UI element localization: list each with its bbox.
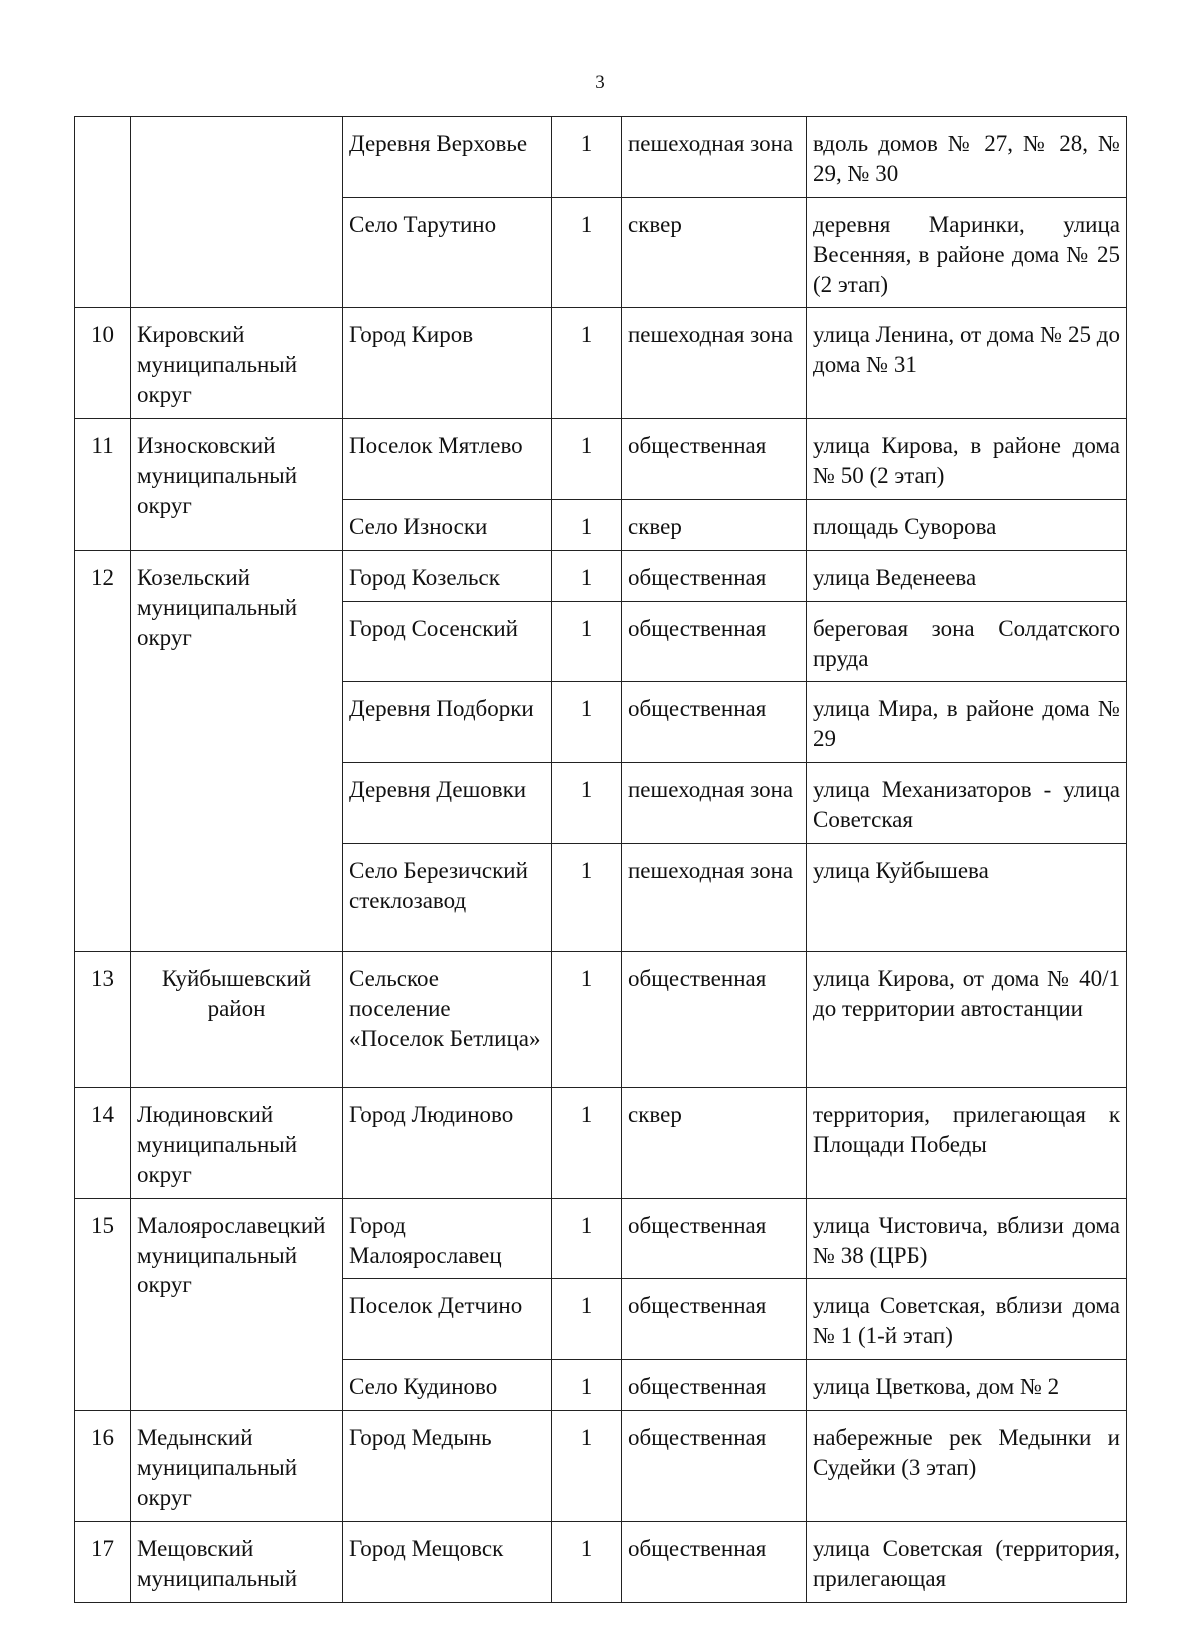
settlement-cell: Город Медынь <box>343 1411 552 1522</box>
row-number-cell <box>75 117 131 308</box>
settlement-cell: Город Людиново <box>343 1088 552 1199</box>
territory-type-cell: общественная <box>622 1279 807 1360</box>
district-cell: Медынский муниципальный округ <box>131 1411 343 1522</box>
settlement-cell: Город Сосенский <box>343 601 552 682</box>
quantity-cell: 1 <box>552 499 622 550</box>
settlement-cell: Деревня Подборки <box>343 682 552 763</box>
quantity-cell: 1 <box>552 117 622 198</box>
address-cell: деревня Маринки, улица Весенняя, в районе дома № 25 (2 этап) <box>807 197 1127 308</box>
address-cell: улица Цветкова, дом № 2 <box>807 1360 1127 1411</box>
quantity-cell: 1 <box>552 763 622 844</box>
table-row <box>75 308 1127 419</box>
settlement-cell: Село Кудиново <box>343 1360 552 1411</box>
settlement-cell: Сельское поселение «Поселок Бетлица» <box>343 952 552 1088</box>
address-cell: улица Куйбышева <box>807 844 1127 952</box>
table-row <box>75 1198 1127 1279</box>
quantity-cell: 1 <box>552 1088 622 1199</box>
row-number-cell: 12 <box>75 550 131 951</box>
table-row <box>75 952 1127 1088</box>
settlement-cell: Город Малоярославец <box>343 1198 552 1279</box>
district-cell: Износковский муниципальный округ <box>131 419 343 551</box>
quantity-cell: 1 <box>552 952 622 1088</box>
table-row <box>75 1411 1127 1522</box>
territory-type-cell: общественная <box>622 952 807 1088</box>
address-cell: улица Советская (территория, прилегающая <box>807 1521 1127 1602</box>
address-cell: береговая зона Солдатского пруда <box>807 601 1127 682</box>
territory-type-cell: пешеходная зона <box>622 117 807 198</box>
territory-type-cell: сквер <box>622 197 807 308</box>
territory-type-cell: общественная <box>622 1360 807 1411</box>
row-number-cell: 16 <box>75 1411 131 1522</box>
territory-type-cell: пешеходная зона <box>622 308 807 419</box>
table-row <box>75 1088 1127 1199</box>
quantity-cell: 1 <box>552 1411 622 1522</box>
row-number-cell: 11 <box>75 419 131 551</box>
settlement-cell: Село Тарутино <box>343 197 552 308</box>
address-cell: улица Чистовича, вблизи дома № 38 (ЦРБ) <box>807 1198 1127 1279</box>
territory-type-cell: сквер <box>622 499 807 550</box>
settlement-cell: Деревня Верховье <box>343 117 552 198</box>
quantity-cell: 1 <box>552 550 622 601</box>
table-row <box>75 550 1127 601</box>
district-cell: Малоярославецкий муниципальный округ <box>131 1198 343 1410</box>
page-number: 3 <box>595 72 605 93</box>
territory-type-cell: общественная <box>622 1198 807 1279</box>
district-cell: Людиновский муниципальный округ <box>131 1088 343 1199</box>
table-row <box>75 117 1127 198</box>
table-row <box>75 419 1127 500</box>
row-number-cell: 15 <box>75 1198 131 1410</box>
quantity-cell: 1 <box>552 1198 622 1279</box>
address-cell: площадь Суворова <box>807 499 1127 550</box>
settlement-cell: Город Мещовск <box>343 1521 552 1602</box>
quantity-cell: 1 <box>552 1279 622 1360</box>
settlement-cell: Село Износки <box>343 499 552 550</box>
quantity-cell: 1 <box>552 682 622 763</box>
quantity-cell: 1 <box>552 844 622 952</box>
quantity-cell: 1 <box>552 197 622 308</box>
address-cell: улица Мира, в районе дома № 29 <box>807 682 1127 763</box>
address-cell: вдоль домов № 27, № 28, № 29, № 30 <box>807 117 1127 198</box>
quantity-cell: 1 <box>552 308 622 419</box>
quantity-cell: 1 <box>552 419 622 500</box>
address-cell: улица Веденеева <box>807 550 1127 601</box>
district-cell: Кировский муниципальный округ <box>131 308 343 419</box>
quantity-cell: 1 <box>552 1360 622 1411</box>
quantity-cell: 1 <box>552 1521 622 1602</box>
address-cell: улица Ленина, от дома № 25 до дома № 31 <box>807 308 1127 419</box>
settlement-cell: Село Березичский стеклозавод <box>343 844 552 952</box>
row-number-cell: 14 <box>75 1088 131 1199</box>
district-cell: Куйбышевский район <box>131 952 343 1088</box>
settlement-cell: Поселок Мятлево <box>343 419 552 500</box>
address-cell: улица Кирова, от дома № 40/1 до территории автостанции <box>807 952 1127 1088</box>
territory-type-cell: общественная <box>622 1521 807 1602</box>
territory-type-cell: пешеходная зона <box>622 844 807 952</box>
address-cell: улица Кирова, в районе дома № 50 (2 этап) <box>807 419 1127 500</box>
territory-type-cell: общественная <box>622 419 807 500</box>
settlement-cell: Город Козельск <box>343 550 552 601</box>
row-number-cell: 13 <box>75 952 131 1088</box>
address-cell: набережные рек Медынки и Судейки (3 этап) <box>807 1411 1127 1522</box>
row-number-cell: 17 <box>75 1521 131 1602</box>
district-cell: Козельский муниципальный округ <box>131 550 343 951</box>
territory-type-cell: общественная <box>622 550 807 601</box>
row-number-cell: 10 <box>75 308 131 419</box>
district-cell: Мещовский муниципальный <box>131 1521 343 1602</box>
territory-type-cell: общественная <box>622 601 807 682</box>
territory-type-cell: общественная <box>622 682 807 763</box>
settlement-cell: Город Киров <box>343 308 552 419</box>
address-cell: улица Механизаторов - улица Советская <box>807 763 1127 844</box>
settlement-cell: Поселок Детчино <box>343 1279 552 1360</box>
quantity-cell: 1 <box>552 601 622 682</box>
district-cell <box>131 117 343 308</box>
territory-type-cell: общественная <box>622 1411 807 1522</box>
territory-type-cell: пешеходная зона <box>622 763 807 844</box>
settlement-cell: Деревня Дешовки <box>343 763 552 844</box>
address-cell: улица Советская, вблизи дома № 1 (1-й этап) <box>807 1279 1127 1360</box>
table-row <box>75 1521 1127 1602</box>
address-cell: территория, прилегающая к Площади Победы <box>807 1088 1127 1199</box>
territory-type-cell: сквер <box>622 1088 807 1199</box>
improvement-sites-table <box>74 116 1127 1603</box>
